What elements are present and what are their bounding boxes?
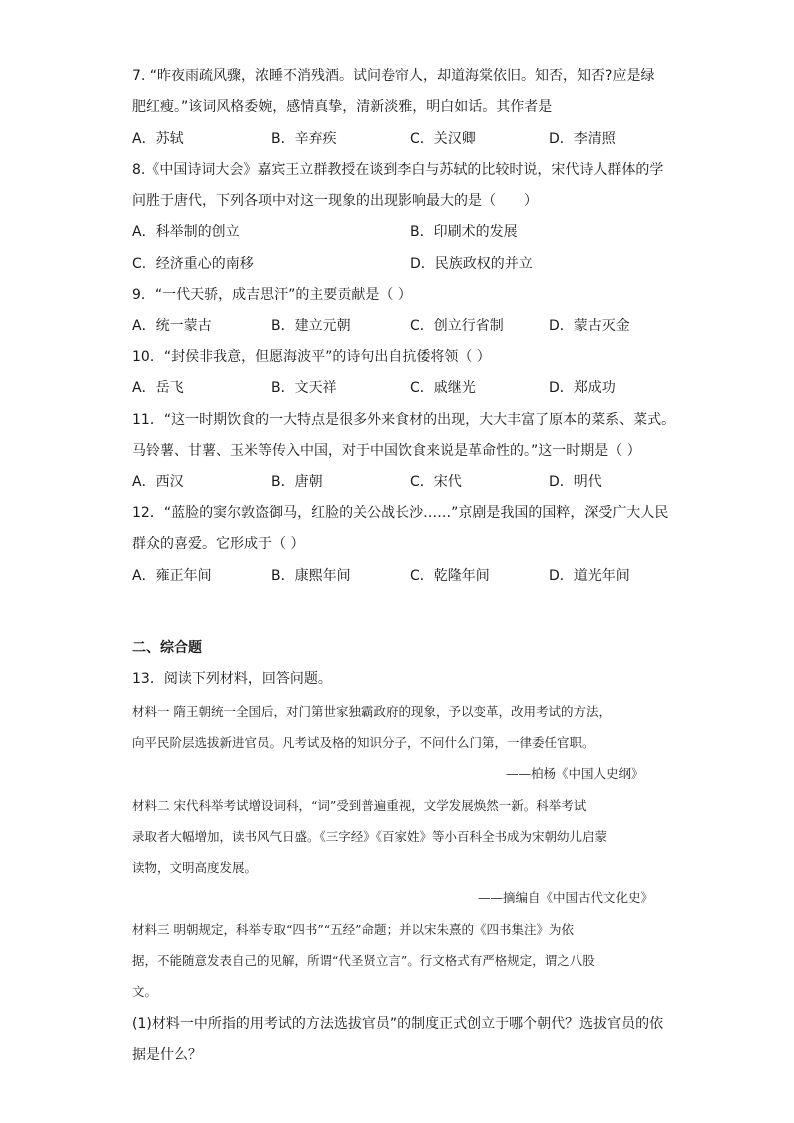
section-title: 二、综合题 [132,640,202,656]
q8-line2: 问胜于唐代，下列各项中对这一现象的出现影响最大的是（ ） [132,193,538,209]
q12-line2: 群众的喜爱。它形成于（ ） [132,536,305,552]
q7-option-c: C．关汉卿 [410,131,476,147]
material2-source: ——摘编自《中国古代文化史》 [478,890,654,905]
material2-line2: 录取者大幅增加，读书风气日盛。《三字经》《百家姓》等小百科全书成为宋朝幼儿启蒙 [132,829,608,844]
q10-option-b: B．文天祥 [271,380,337,396]
q11-option-c: C．宋代 [410,474,462,490]
q11-line2: 马铃薯、甘薯、玉米等传入中国，对于中国饮食来说是革命性的。”这一时期是（ ） [132,443,641,459]
q12-option-b: B．康熙年间 [271,568,351,584]
q8-option-a: A．科举制的创立 [132,224,240,240]
material1-line2: 向平民阶层选拔新进官员。凡考试及格的知识分子，不问什么门第，一律委任官职。 [132,735,595,750]
q7-option-b: B．辛弃疾 [271,131,337,147]
material2-line1: 材料二 宋代科举考试增设词科，“词”受到普遍重视，文学发展焕然一新。科举考试 [132,798,587,813]
q12-option-a: A．雍正年间 [132,568,212,584]
q8-line1: 8.《中国诗词大会》嘉宾王立群教授在谈到李白与苏轼的比较时说，宋代诗人群体的学 [132,162,664,178]
q12-line1: 12．“蓝脸的窦尔敦盗御马，红脸的关公战长沙……”京剧是我国的国粹，深受广大人民 [132,505,669,521]
q11-option-d: D．明代 [549,474,602,490]
q9-line1: 9．“一代天骄，成吉思汗”的主要贡献是（ ） [132,287,412,303]
q9-option-c: C．创立行省制 [410,318,504,334]
material1-source: ——柏杨《中国人史纲》 [506,766,644,781]
q10-line1: 10．“封侯非我意，但愿海波平”的诗句出自抗倭将领（ ） [132,349,491,365]
q8-option-b: B．印刷术的发展 [410,224,518,240]
material3-line1: 材料三 明朝规定，科举专取“四书”“五经”命题；并以宋朱熹的《四书集注》为依 [132,922,575,937]
q11-option-b: B．唐朝 [271,474,323,490]
q12-option-c: C．乾隆年间 [410,568,490,584]
q11-line1: 11．“这一时期饮食的一大特点是很多外来食材的出现，大大丰富了原本的菜系、菜式。 [132,412,676,428]
q10-option-d: D．郑成功 [549,380,616,396]
q7-line2: 肥红瘦。”该词风格委婉，感情真挚，清新淡雅，明白如话。其作者是 [132,99,553,115]
sub-question-1-line1: (1)材料一中所指的用考试的方法选拔官员”的制度正式创立于哪个朝代？选拔官员的依 [132,1016,664,1032]
sub-question-1-line2: 据是什么？ [132,1047,202,1063]
q10-option-c: C．戚继光 [410,380,476,396]
q7-option-a: A．苏轼 [132,131,184,147]
q12-option-d: D．道光年间 [549,568,630,584]
q11-option-a: A．西汉 [132,474,184,490]
q13-intro: 13．阅读下列材料，回答问题。 [132,671,332,687]
material3-line3: 文。 [132,984,158,999]
material1-line1: 材料一 隋王朝统一全国后，对门第世家独霸政府的现象，予以变革，改用考试的方法， [132,704,611,719]
q7-line1: 7. “昨夜雨疏风骤，浓睡不消残酒。试问卷帘人，却道海棠依旧。知否，知否?应是绿 [132,68,655,84]
q10-option-a: A．岳飞 [132,380,184,396]
material3-line2: 据，不能随意发表自己的见解，所谓“代圣贤立言”。行文格式有严格规定，谓之八股 [132,953,595,968]
q9-option-d: D．蒙古灭金 [549,318,630,334]
q7-option-d: D．李清照 [549,131,616,147]
q9-option-b: B．建立元朝 [271,318,351,334]
q8-option-c: C．经济重心的南移 [132,256,254,272]
material2-line3: 读物，文明高度发展。 [132,860,258,875]
q8-option-d: D．民族政权的并立 [410,256,533,272]
q9-option-a: A．统一蒙古 [132,318,212,334]
